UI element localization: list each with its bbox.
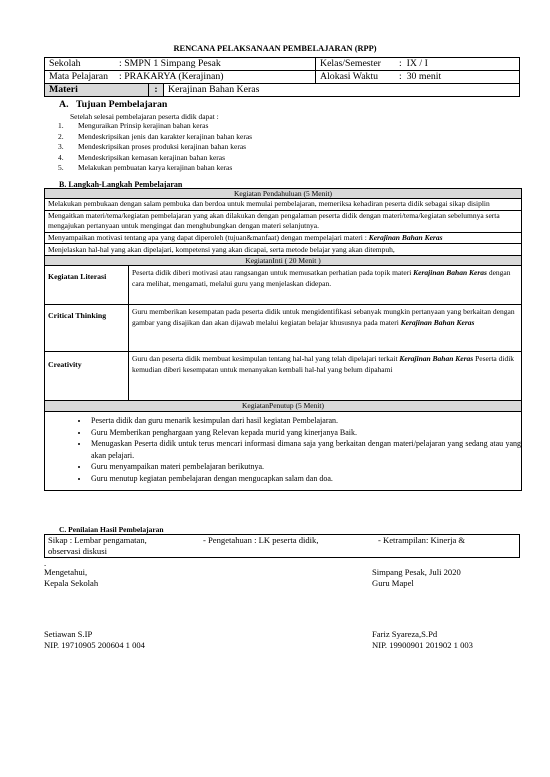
list-item: • Guru menyampaikan materi pembelajaran berikutnya. [89, 461, 521, 473]
signature-left-block [44, 567, 98, 589]
pendahuluan-text: Menyampaikan motivasi tentang apa yang dapat diperoleh (tujuan&manfaat) dengan mempelajari materi : [48, 232, 369, 242]
signature-left-line2: Kepala Sekolah [44, 578, 99, 588]
kelas-cell [316, 58, 520, 71]
goals-list [58, 121, 252, 174]
list-item: 2. Mendeskripsikan jenis dan karakter kerajinan bahan keras [58, 131, 253, 141]
signature-left-name-block [44, 629, 145, 651]
mapel-cell [45, 71, 316, 84]
signature-right-block [372, 567, 461, 589]
alokasi-value: 30 menit [406, 71, 442, 82]
colon: : [149, 84, 164, 96]
list-item: 4. Mendeskripsikan kemasan kerajinan bahan keras [58, 152, 226, 162]
header-table [44, 57, 520, 97]
sekolah-label: Sekolah [49, 58, 81, 69]
document-title: RENCANA PELAKSANAAN PEMBELAJARAN (RPP) [173, 44, 377, 53]
literasi-label: Kegiatan Literasi [45, 266, 129, 305]
signature-right-name: Fariz Syareza,S.Pd [372, 629, 438, 639]
signature-left-name: Setiawan S.IP [44, 629, 93, 639]
colon: : [399, 58, 402, 69]
sikap-text: Sikap : Lembar pengamatan, [48, 535, 147, 545]
inti-table [45, 266, 521, 401]
section-a-num: A. [59, 99, 69, 110]
penutup-list [45, 412, 521, 490]
creativity-text: Guru dan peserta didik membuat kesimpulan tentang hal-hal yang telah dipelajari terkait Kerajinan Bahan Keras Peserta didik kemudian diberi kesempatan untuk menanyakan kembali hal-hal yang belum dipahami [129, 352, 522, 401]
list-item: 1. Menguraikan Prinsip kerajinan bahan keras [58, 121, 209, 130]
alokasi-label: Alokasi Waktu [320, 71, 379, 82]
steps-table [44, 188, 522, 491]
pendahuluan-row: Menjelaskan hal-hal yang akan dipelajari, kompetensi yang akan dicapai, serta metode belajar yang akan ditempuh, [45, 244, 521, 256]
signature-right-line2: Guru Mapel [372, 578, 414, 588]
mapel-value: PRAKARYA (Kerajinan) [124, 71, 224, 82]
table-row [45, 352, 521, 401]
sekolah-value: SMPN 1 Simpang Pesak [124, 58, 221, 69]
table-row [45, 266, 521, 305]
section-a-title: Tujuan Pembelajaran [76, 99, 168, 110]
penilaian-line [48, 535, 516, 546]
alokasi-cell [316, 71, 520, 84]
mapel-label: Mata Pelajaran [49, 71, 109, 82]
list-item: 3. Mendeskripsikan proses produksi kerajinan bahan keras [58, 142, 247, 151]
pendahuluan-row [45, 233, 521, 245]
kelas-label: Kelas/Semester [320, 58, 381, 69]
colon: : [119, 58, 122, 69]
critical-label: Critical Thinking [45, 305, 129, 352]
signature-left-nip: NIP. 19710905 200604 1 004 [44, 640, 145, 650]
pendahuluan-header: Kegiatan Pendahuluan (5 Menit) [45, 189, 521, 199]
signature-left-line1: Mengetahui, [44, 567, 88, 577]
section-a-heading [59, 99, 167, 110]
materi-value: Kerajinan Bahan Keras [164, 84, 519, 96]
penilaian-line-2: observasi diskusi [48, 546, 107, 556]
section-b-heading: B. Langkah-Langkah Pembelajaran [59, 180, 183, 189]
pendahuluan-row: Melakukan pembukaan dengan salam pembuka dan berdoa untuk memulai pembelajaran, memeriksa kehadiran peserta didik sebagai sikap disiplin [45, 199, 521, 211]
section-c-heading: C. Penilaian Hasil Pembelajaran [59, 525, 164, 534]
signature-mark: . [44, 558, 47, 568]
signature-right-line1: Simpang Pesak, Juli 2020 [372, 567, 461, 577]
table-row [45, 305, 521, 352]
materi-label: Materi [45, 84, 149, 96]
materi-cell [45, 84, 520, 97]
colon: : [119, 71, 122, 82]
penilaian-box [44, 534, 520, 558]
list-item: • Guru Memberikan penghargaan yang Relevan kepada murid yang kinerjanya Baik. [89, 427, 521, 439]
inti-header: KegiatanInti ( 20 Menit ) [45, 256, 521, 266]
pendahuluan-row: Mengaitkan materi/tema/kegiatan pembelajaran yang akan dilakukan dengan pengalaman peserta didik dengan materi/tema/kegiatan sebelumnya serta mengajukan pertanyaan untuk mengingat dan menghubungkan dengan materi selanjutnya. [45, 211, 521, 233]
colon: : [399, 71, 402, 82]
signature-right-nip: NIP. 19900901 201902 1 003 [372, 640, 473, 650]
literasi-text: Peserta didik diberi motivasi atau rangsangan untuk memusatkan perhatian pada topik materi Kerajinan Bahan Keras dengan cara melihat, mengamati, melalui guru yang menjelaskan didepan. [129, 266, 522, 305]
penutup-header: KegiatanPenutup (5 Menit) [45, 401, 521, 412]
list-item: 5. Melakukan pembuatan karya kerajinan bahan keras [58, 163, 233, 172]
kelas-value: IX / I [406, 58, 428, 69]
list-item: • Menugaskan Peserta didik untuk terus mencari informasi dimana saja yang berkaitan dengan materi/pelajaran yang sedang atau yang akan pelajari. [89, 438, 521, 461]
list-item: • Guru menutup kegiatan pembelajaran dengan mengucapkan salam dan doa. [89, 473, 521, 485]
signature-right-name-block [372, 629, 473, 651]
list-item: • Peserta didik dan guru menarik kesimpulan dari hasil kegiatan Pembelajaran. [89, 415, 521, 427]
section-a-intro: Setelah selesai pembelajaran peserta didik dapat : [70, 112, 219, 121]
critical-text: Guru memberikan kesempatan pada peserta didik untuk mengidentifikasi sebanyak mungkin pertanyaan yang berkaitan dengan gambar yang disajikan dan akan dijawab melalui kegiatan belajar khususnya pada materi Kerajinan Bahan Keras [129, 305, 522, 352]
keterampilan-text: - Ketrampilan: Kinerja & [378, 535, 466, 545]
sekolah-cell [45, 58, 316, 71]
creativity-label: Creativity [45, 352, 129, 401]
pengetahuan-text: - Pengetahuan : LK peserta didik, [203, 535, 319, 545]
emphasis-text: Kerajinan Bahan Keras [368, 232, 443, 242]
